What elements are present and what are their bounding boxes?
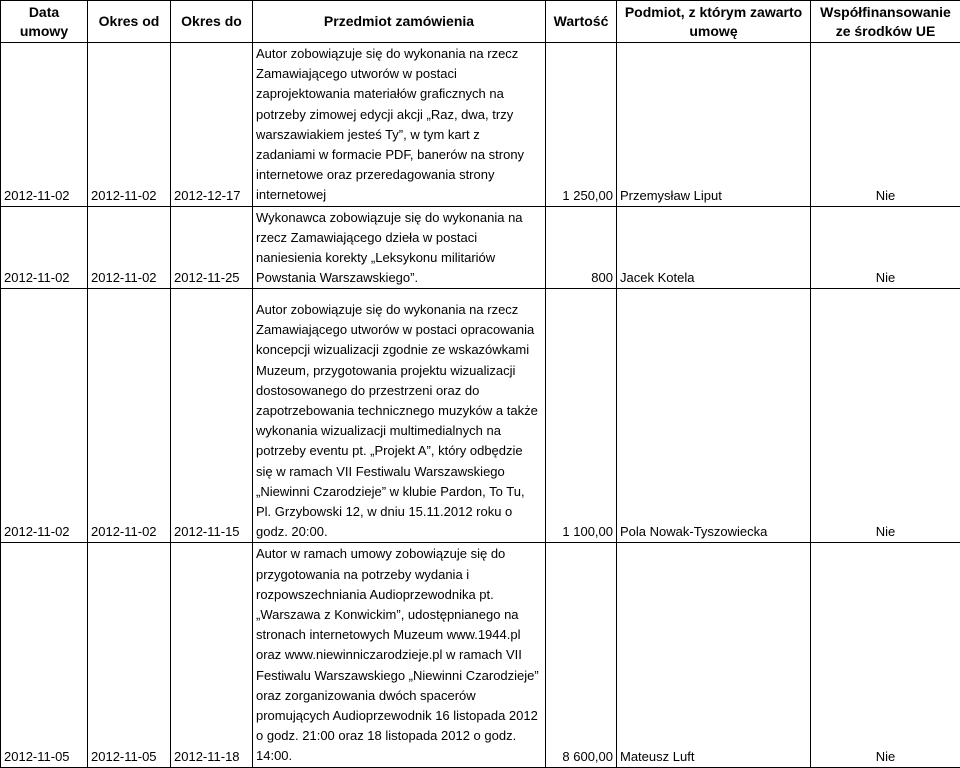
table-row [1, 289, 960, 543]
cell-okres-do: 2012-11-25 [171, 206, 253, 289]
header-okres-od: Okres od [88, 1, 171, 43]
cell-okres-od: 2012-11-02 [88, 289, 171, 543]
cell-podmiot: Mateusz Luft [617, 543, 811, 767]
cell-okres-od: 2012-11-02 [88, 206, 171, 289]
cell-wspolfinansowanie: Nie [811, 543, 960, 767]
cell-data-umowy: 2012-11-02 [1, 206, 88, 289]
cell-przedmiot: Autor w ramach umowy zobowiązuje się do przygotowania na potrzeby wydania i rozpowszechniania Audioprzewodnika pt. „Warszawa z Konwickim”, udostępnianego na stronach internetowych Muzeum www.1944.pl oraz www.niewinniczarodzieje.pl w ramach VII Festiwalu Warszawskiego „Niewinni Czarodzieje” oraz zorganizowania dwóch spacerów promujących Audioprzewodnik 16 listopada 2012 o godz. 21:00 oraz 18 listopada 2012 o godz. 14:00. [253, 543, 546, 767]
header-data-umowy: Data umowy [1, 1, 88, 43]
cell-przedmiot: Wykonawca zobowiązuje się do wykonania na rzecz Zamawiającego dzieła w postaci naniesienia korekty „Leksykonu militariów Powstania Warszawskiego”. [253, 206, 546, 289]
table-row [1, 43, 960, 207]
header-okres-do: Okres do [171, 1, 253, 43]
cell-wspolfinansowanie: Nie [811, 206, 960, 289]
cell-wspolfinansowanie: Nie [811, 43, 960, 207]
cell-przedmiot: Autor zobowiązuje się do wykonania na rzecz Zamawiającego utworów w postaci opracowania koncepcji wizualizacji zgodnie ze wskazówkami Muzeum, przygotowania projektu wizualizacji dostosowanego do przestrzeni oraz do zapotrzebowania technicznego muzyków a także wykonania wizualizacji multimedialnych na potrzeby eventu pt. „Projekt A”, który odbędzie się w ramach VII Festiwalu Warszawskiego „Niewinni Czarodzieje” w klubie Pardon, To Tu, Pl. Grzybowski 12, w dniu 15.11.2012 roku o godz. 20:00. [253, 289, 546, 543]
header-wspolfinansowanie: Współfinansowanie ze środków UE [811, 1, 960, 43]
cell-wartosc: 800 [546, 206, 617, 289]
cell-wartosc: 1 250,00 [546, 43, 617, 207]
cell-okres-od: 2012-11-02 [88, 43, 171, 207]
cell-data-umowy: 2012-11-02 [1, 289, 88, 543]
cell-podmiot: Jacek Kotela [617, 206, 811, 289]
header-przedmiot: Przedmiot zamówienia [253, 1, 546, 43]
cell-okres-do: 2012-11-15 [171, 289, 253, 543]
header-row [1, 1, 960, 43]
cell-okres-od: 2012-11-05 [88, 543, 171, 767]
cell-podmiot: Pola Nowak-Tyszowiecka [617, 289, 811, 543]
cell-podmiot: Przemysław Liput [617, 43, 811, 207]
table-row [1, 543, 960, 767]
cell-okres-do: 2012-11-18 [171, 543, 253, 767]
cell-data-umowy: 2012-11-05 [1, 543, 88, 767]
header-wartosc: Wartość [546, 1, 617, 43]
cell-wspolfinansowanie: Nie [811, 289, 960, 543]
table-row [1, 206, 960, 289]
cell-okres-do: 2012-12-17 [171, 43, 253, 207]
cell-data-umowy: 2012-11-02 [1, 43, 88, 207]
header-podmiot: Podmiot, z którym zawarto umowę [617, 1, 811, 43]
cell-wartosc: 1 100,00 [546, 289, 617, 543]
cell-wartosc: 8 600,00 [546, 543, 617, 767]
cell-przedmiot: Autor zobowiązuje się do wykonania na rzecz Zamawiającego utworów w postaci zaprojektowania materiałów graficznych na potrzeby zimowej edycji akcji „Raz, dwa, trzy warszawiakiem jesteś Ty”, w tym kart z zadaniami w formacie PDF, banerów na strony internetowe oraz przeredagowania strony internetowej [253, 43, 546, 207]
